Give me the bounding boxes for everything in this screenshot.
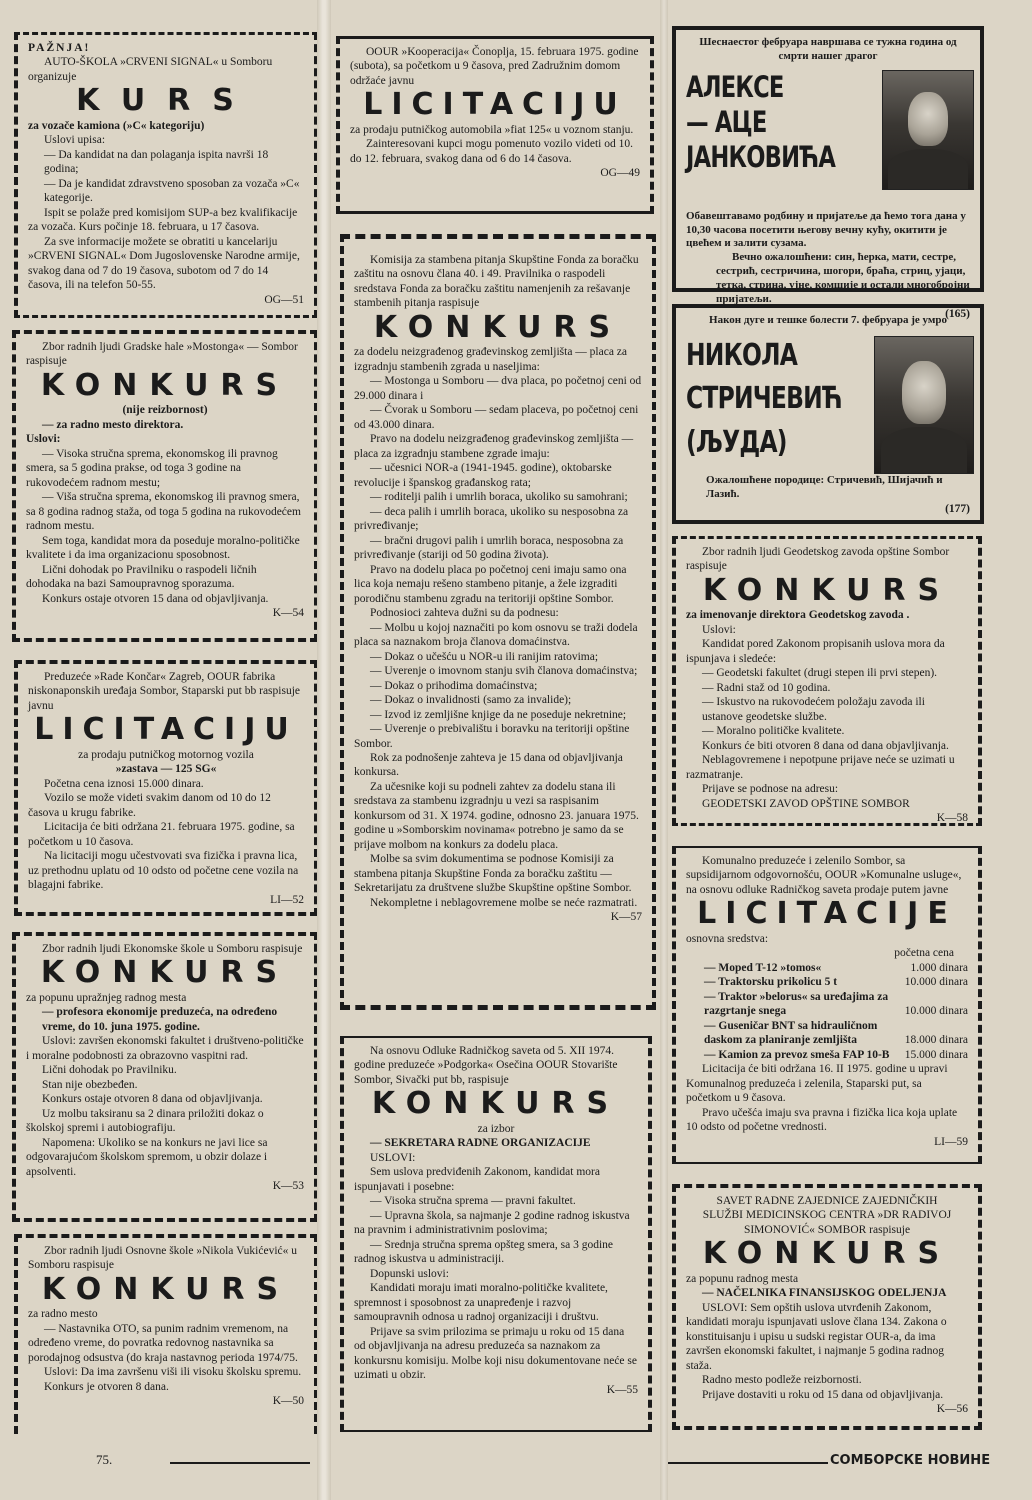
ad-code: (165)	[945, 307, 970, 320]
ad-paragraph: Kandidati moraju imati moralno-političke kvalitete, spremnost i sposobnost za unapređenje i razvoj samoupravnih odnosa u radnoj organizaciji i društvu.	[354, 1282, 608, 1324]
ad-intro: Na osnovu Odluke Radničkog saveta od 5. XII 1974. godine preduzeće »Podgorka« Osečina OOUR Stovarište Sombor, Sivački put bb, raspisuje	[354, 1045, 618, 1086]
ad-headline: LICITACIJE	[697, 896, 957, 932]
ad-ekonomska-skola	[12, 932, 318, 1222]
condition-item: — Da je kandidat zdravstveno sposoban za vozača »C« kategorije.	[44, 177, 300, 205]
portrait-shoulders	[881, 427, 967, 473]
ad-paragraph: Na licitaciji mogu učestvovati sva fizička i pravna lica, uz prethodnu uplatu od 10 odsto od početne cene vozila na blagajni fabrike.	[28, 850, 299, 892]
footer-rule	[668, 1462, 828, 1464]
ad-paragraph: Početna cena iznosi 15.000 dinara.	[44, 777, 204, 790]
ad-paragraph: Stan nije obezbeđen.	[42, 1078, 138, 1091]
condition-item: — Iskustvo na rukovodećem položaju zavoda ili ustanove geodetske službe.	[702, 696, 925, 723]
ad-code: K—55	[606, 1383, 638, 1396]
ad-code: OG—51	[264, 293, 304, 306]
ad-paragraph: Uz molbu taksiranu sa 2 dinara priložiti dokaz o školskoj spremi i autobiografiju.	[26, 1107, 264, 1135]
portrait-shoulders	[888, 149, 967, 189]
ad-headline: KONKURS	[702, 1236, 952, 1272]
condition-item: — Moralno političke kvalitete.	[702, 725, 845, 738]
list-item: — bračni drugovi palih i umrlih boraca, nesposobna za privređivanje (stariji od 50 godina života).	[354, 534, 624, 562]
sale-item-name: — Moped T-12 »tomos«	[704, 961, 822, 974]
ad-subtitle: za dodelu neizgrađenog građevinskog zemljišta — placa za izgradnju stambenih zgrada u naseljima:	[354, 346, 628, 373]
list-item: — Izvod iz zemljišne knjige da ne poseduje nekretnine;	[370, 708, 627, 721]
ad-osnovna-skola	[14, 1234, 318, 1434]
sale-item-price: 10.000 dinara	[904, 1005, 968, 1018]
ad-paragraph: Zainteresovani kupci mogu pomenuto vozilo videti od 10. do 12. februara, svakog dana od 6 do 14 časova.	[350, 138, 634, 165]
ad-paragraph: — Nastavnika OTO, sa punim radnim vremenom, na određeno vreme, do povratka redovnog nastavnika sa porodajnog odsustva (do kraja nastavnog perioda 1974/75.	[28, 1322, 298, 1364]
list-item: — deca palih i umrlih boraca, ukoliko su nesposobna za privređivanje;	[354, 505, 629, 533]
ad-paragraph: USLOVI: Sem opštih uslova utvrđenih Zakonom, kandidati moraju ispunjavati uslove člana 134. Zakona o konstituisanju i upisu u sudski registar OUR-a, da ima završen ekonomski fakultet, i najmanje 5 godina radnog staža.	[686, 1301, 947, 1372]
ad-subtitle: za radno mesto	[28, 1308, 98, 1321]
sale-item-row	[686, 1019, 968, 1048]
ad-paragraph: Uslovi: završen ekonomski fakultet i društveno-političke i moralne podobnosti za obrazovno vaspitni rad.	[26, 1035, 304, 1062]
ad-paragraph: Molbe sa svim dokumentima se podnose Komisiji za stambena pitanja Skupštine Fonda za boračku zaštitu — Sekretarijatu za društvene službe Skupštine opštine Sombor.	[354, 853, 632, 895]
ad-headline: LICITACIJU	[34, 712, 298, 748]
ad-paragraph: Kandidat pored Zakonom propisanih uslova mora da ispunjava i sledeće:	[686, 638, 945, 665]
sale-item-name: — Traktorsku prikolicu 5 t	[704, 976, 838, 989]
ad-address: GEODETSKI ZAVOD OPŠTINE SOMBOR	[702, 797, 910, 810]
ad-paragraph: Prijave sa svim prilozima se primaju u roku od 15 dana od objavljivanja na adresu preduzeća sa naznakom za konkursnu komisiju. Molbe koji nisu dokumentovane neće se uzimati u obzir.	[354, 1325, 637, 1382]
ad-headline: KONKURS	[702, 572, 952, 608]
ad-position: — profesora ekonomije preduzeća, na određeno vreme, do 10. juna 1975. godine.	[42, 1006, 278, 1033]
portrait-photo	[882, 70, 974, 190]
ad-code: K—56	[936, 1403, 968, 1416]
ad-paragraph: Nekompletne i neblagovremene molbe se neće razmatrati.	[370, 896, 638, 909]
conditions-title: USLOVI:	[370, 1151, 416, 1164]
ad-headline: KONKURS	[371, 1086, 621, 1122]
ad-subtitle: za imenovanje direktora Geodetskog zavoda .	[686, 609, 910, 622]
obituary-mourners: Ожалошћене породице: Стричевић, Шијачић и Лазић.	[706, 473, 943, 500]
ad-intro: Zbor radnih ljudi Osnovne škole »Nikola Vukićević« u Somboru raspisuje	[28, 1245, 298, 1272]
deceased-name: НИКОЛА	[686, 337, 798, 373]
list-item: — Mostonga u Somboru — dva placa, po početnoj ceni od 29.000 dinara i	[354, 375, 642, 402]
ad-code: LI—52	[270, 893, 304, 906]
ad-intro: Komunalno preduzeće i zelenilo Sombor, sa supsidijarnom odgovornošću, OOUR »Komunalne usluge«, na osnovu odluke Radničkog saveta prodaje putem javne	[686, 855, 962, 896]
ad-code: K—50	[272, 1395, 304, 1408]
ad-intro: Preduzeće »Rade Končar« Zagreb, OOUR fabrika niskonaponskih uređaja Sombor, Staparski put bb raspisuje javnu	[28, 671, 300, 712]
ad-code: K—54	[272, 607, 304, 620]
ad-paragraph: Prijave dostaviti u roku od 15 dana od objavljivanja.	[702, 1388, 944, 1401]
page-number: 75.	[96, 1452, 113, 1467]
obituary-text: Обавештавамо родбину и пријатеље да ћемо тога дана у 10,30 часова посетити његову вечну кућу, окитити је цвећем и залити сузама.	[686, 209, 966, 250]
portrait-face	[908, 92, 948, 146]
ad-fond-boracka-zastita	[340, 234, 656, 1010]
ad-headline: LICITACIJU	[363, 87, 627, 123]
condition-item: — Da kandidat na dan polaganja ispita navrši 18 godina;	[44, 148, 269, 176]
sale-item-price: 1.000 dinara	[910, 961, 968, 974]
ad-komunalno-licitacija	[672, 846, 982, 1164]
portrait-face	[902, 361, 945, 424]
ad-paragraph: Ispit se polaže pred komisijom SUP-a bez kvalifikacije za vozača. Kurs počinje 18. februara, u 17 časova.	[28, 206, 298, 234]
obituary-nikola-stricevic	[672, 304, 984, 524]
sale-item-row	[686, 975, 968, 989]
ad-medicinski-centar	[672, 1184, 982, 1430]
paper-fold	[660, 0, 668, 1500]
portrait-photo	[874, 336, 974, 474]
sale-item-name: — Kamion za prevoz smeša FAP 10-B	[704, 1048, 890, 1061]
ad-subtitle: osnovna sredstva:	[686, 932, 769, 945]
sale-items-list	[686, 961, 968, 1062]
conditions-title: Uslovi:	[26, 433, 61, 446]
ad-paragraph: Vozilo se može videti svakim danom od 10 do 12 časova u krugu fabrike.	[28, 792, 271, 819]
ad-paragraph: Licitacija će biti održana 16. II 1975. godine u upravi Komunalnog preduzeća i zelenila, Staparski put, sa početkom u 9 časova.	[686, 1063, 948, 1105]
conditions-title: Uslovi upisa:	[44, 134, 106, 147]
deceased-surname: СТРИЧЕВИЋ	[686, 381, 842, 417]
ad-paragraph: Rok za podnošenje zahteva je 15 dana od objavljivanja konkursa.	[354, 752, 623, 779]
ad-podgorka-konkurs	[340, 1036, 652, 1432]
ad-subtitle: za vozače kamiona (»C« kategoriju)	[28, 119, 205, 132]
deceased-nickname: (ЉУДА)	[686, 424, 787, 460]
ad-subtitle: (nije reizbornost)	[122, 404, 208, 417]
ad-code: OG—49	[600, 167, 640, 180]
ad-paragraph: Konkurs ostaje otvoren 15 dana od objavljivanja.	[42, 592, 269, 605]
ad-headline: KURS	[76, 83, 256, 119]
list-item: — Uverenje o prebivalištu i boravku na teritoriji opštine Sombor.	[354, 723, 630, 750]
ad-code: LI—59	[934, 1135, 968, 1148]
ad-paragraph: Napomena: Ukoliko se na konkurs ne javi lice sa odgovarajućom školskom spremom, u obzir dolaze i apsolventi.	[26, 1136, 268, 1178]
ad-geodetski-zavod	[672, 536, 982, 826]
ad-paragraph: Pravo na dodelu neizgrađenog građevinskog zemljišta — placa za izgradnju stambene zgrade imaju:	[354, 433, 634, 460]
obituary-intro: Након дуге и тешке болести 7. фебруара је умро	[709, 314, 947, 326]
ad-paragraph: Sem uslova predviđenih Zakonom, kandidat mora ispunjavati i posebne:	[354, 1166, 600, 1193]
ad-code: K—57	[610, 911, 642, 924]
ad-intro: OOUR »Kooperacija« Čonoplja, 15. februara 1975. godine (subota), sa početkom u 9 časova, pred Zadružnim domom održaće javnu	[350, 46, 639, 87]
ad-paragraph: Konkurs će biti otvoren 8 dana od dana objavljivanja.	[702, 739, 949, 752]
ad-intro: Zbor radnih ljudi Gradske hale »Mostonga« — Sombor raspisuje	[26, 341, 298, 368]
condition-item: — Radni staž od 10 godina.	[702, 681, 831, 694]
ad-code: K—53	[272, 1180, 304, 1193]
ad-intro: AUTO-ŠKOLA »CRVENI SIGNAL« u Somboru organizuje	[28, 56, 273, 83]
conditions-title: Dopunski uslovi:	[370, 1267, 449, 1280]
sale-item-price: 10.000 dinara	[904, 976, 968, 989]
sale-item-price: 18.000 dinara	[904, 1034, 968, 1047]
ad-paragraph: Licitacija će biti održana 21. februara 1975. godine, sa početkom u 10 časova.	[28, 821, 295, 848]
ad-paragraph: Podnosioci zahteva dužni su da podnesu:	[370, 607, 559, 620]
sale-item-price: 15.000 dinara	[904, 1048, 968, 1061]
vehicle-name: »zastava — 125 SG«	[115, 763, 217, 776]
ad-intro: Zbor radnih ljudi Ekonomske škole u Somboru raspisuje	[42, 943, 303, 955]
ad-position: — NAČELNIKA FINANSIJSKOG ODELJENJA	[702, 1287, 947, 1300]
list-item: — Molbu u kojoj naznačiti po kom osnovu se traži dodela placa sa naznakom broja članova domaćinstva.	[354, 621, 638, 649]
condition-item: — Visoka stručna sprema, ekonomskog ili pravnog smera, sa 5 godina prakse, od toga 3 godine na rukovodećem radnom mestu;	[26, 447, 278, 489]
ad-kooperacija-licitacija	[336, 36, 654, 214]
ad-paragraph: Pravo učešća imaju sva pravna i fizička lica koja uplate 10 odsto od početne vrednosti.	[686, 1106, 958, 1134]
deceased-surname: ЈАНКОВИЋА	[686, 140, 836, 175]
attention-label: PAŽNJA!	[28, 42, 91, 54]
sale-item-name: — Guseničar BNT sa hidrauličnom daskom za planiranje zemljišta	[704, 1019, 878, 1047]
ad-mostonga-konkurs	[12, 330, 318, 642]
ad-subtitle: za popunu upražnjeg radnog mesta	[26, 991, 187, 1004]
ad-headline: KONKURS	[40, 367, 290, 403]
sale-item-row	[686, 961, 968, 975]
obituary-mourners: Вечно ожалошћени: син, ћерка, мати, сестре, сестрић, сестричина, шогори, браћа, стриц, ујаци, тетка, стрина, ујне, комшије и остали многобројни пријатељи.	[716, 251, 970, 305]
ad-intro: Komisija za stambena pitanja Skupštine Fonda za boračku zaštitu na osnovu člana 40. i 49. Pravilnika o raspodeli sredstava Fonda za boračku zaštitu namenjenih za rešavanje stambenih pitanja raspisuje	[354, 254, 639, 310]
sale-item-name: — Traktor »belorus« sa uređajima za razgrtanje snega	[704, 990, 889, 1018]
obituary-header	[686, 334, 970, 474]
ad-paragraph: Lični dohodak po Pravilniku o raspodeli ličnih dohodaka na bazi Samoupravnog sporazuma.	[26, 563, 257, 591]
condition-item: — Visoka stručna sprema — pravni fakultet.	[370, 1195, 576, 1208]
ad-paragraph: Sem toga, kandidat mora da poseduje moralno-političke kvalitete i da ima organizacionu sposobnost.	[26, 534, 300, 562]
paper-fold	[317, 0, 331, 1500]
sale-item-row	[686, 1048, 968, 1062]
ad-koncar-licitacija	[14, 660, 318, 916]
obituary-intro: Шеснаестог фебруара навршава се тужна година од смрти нашег драгог	[699, 36, 957, 62]
ad-code: (177)	[945, 502, 970, 515]
ad-paragraph: Lični dohodak po Pravilniku.	[42, 1064, 177, 1077]
ad-paragraph: Uslovi: Da ima završenu viši ili visoku školsku spremu.	[44, 1366, 302, 1379]
ad-paragraph: Neblagovremene i nepotpune prijave neće se uzimati u razmatranje.	[686, 754, 955, 781]
ad-headline: KONKURS	[41, 1271, 291, 1307]
ad-subtitle: za izbor	[477, 1122, 515, 1135]
ad-headline: KONKURS	[373, 309, 623, 345]
ad-paragraph: Za sve informacije možete se obratiti u kancelariju »CRVENI SIGNAL« Dom Jugoslovenske Narodne armije, svakog dana od 7 do 19 časova, subotom od 7 do 14 časova, ili na telefon 50-55.	[28, 235, 300, 292]
ad-subtitle: za prodaju putničkog automobila »fiat 125« u voznom stanju.	[350, 123, 634, 136]
ad-paragraph: Za učesnike koji su podneli zahtev za dodelu stana ili sredstava za stambenu izgradnju u vezi sa raspisanim konkursom od 31. X 1974. godine, odnosno 23. januara 1975. godine u »Somborskim novinama« potrebno je samo da se prijave molbom na konkurs za dodelu placa.	[354, 780, 639, 851]
list-item: — Uverenje o imovnom stanju svih članova domaćinstva;	[370, 665, 638, 678]
condition-item: — Geodetski fakultet (drugi stepen ili prvi stepen).	[702, 667, 938, 680]
sale-item-row	[686, 990, 968, 1019]
ad-position: — SEKRETARA RADNE ORGANIZACIJE	[370, 1137, 591, 1150]
ad-subtitle: za popunu radnog mesta	[686, 1272, 799, 1285]
ad-paragraph: Konkurs ostaje otvoren 8 dana od objavljivanja.	[42, 1093, 263, 1106]
ad-driving-course	[14, 32, 318, 318]
list-item: — roditelji palih i umrlih boraca, ukoliko su samohrani;	[370, 491, 628, 504]
ad-paragraph: Radno mesto podleže reizbornosti.	[702, 1374, 862, 1387]
price-header: početna cena	[894, 947, 954, 960]
ad-position: — za radno mesto direktora.	[42, 418, 184, 431]
footer-rule	[170, 1462, 310, 1464]
ad-headline: KONKURS	[40, 955, 290, 991]
ad-code: K—58	[936, 812, 968, 825]
list-item: — Dokaz o invalidnosti (samo za invalide);	[370, 694, 572, 707]
ad-subtitle: za prodaju putničkog motornog vozila	[78, 748, 254, 761]
obituary-header	[686, 70, 970, 210]
conditions-title: Uslovi:	[702, 623, 736, 636]
ad-paragraph: Pravo na dodelu placa po početnoj ceni imaju samo ona lica koja nemaju rešeno stambeno pitanje, a žele izgraditi porodičnu stambenu zgradu na teritoriji opštine Sombor.	[354, 563, 627, 605]
deceased-nickname: — АЦЕ	[686, 105, 767, 140]
ad-intro: Zbor radnih ljudi Geodetskog zavoda opštine Sombor raspisuje	[686, 546, 950, 573]
deceased-name: АЛЕКСЕ	[686, 69, 784, 104]
condition-item: — Viša stručna sprema, ekonomskog ili pravnog smera, sa 8 godina radnog staža, od toga 5 godina na rukovodećem radnom mestu.	[26, 491, 301, 533]
ad-paragraph: Prijave se podnose na adresu:	[702, 783, 839, 796]
condition-item: — Upravna škola, sa najmanje 2 godine radnog iskustva na pravnim i administrativnim poslovima;	[354, 1209, 630, 1237]
condition-item: — Srednja stručna sprema opšteg smera, sa 3 godine radnog iskustva u administraciji.	[354, 1238, 614, 1266]
newspaper-name: СОМБОРСКЕ НОВИНЕ	[830, 1453, 991, 1468]
ad-paragraph: Konkurs je otvoren 8 dana.	[44, 1380, 169, 1393]
list-item: — Dokaz o prihodima domaćinstva;	[370, 679, 538, 692]
ad-intro: SAVET RADNE ZAJEDNICE ZAJEDNIČKIH SLUŽBI MEDICINSKOG CENTRA »DR RADIVOJ SIMONOVIĆ« SOMBOR raspisuje	[702, 1195, 952, 1236]
list-item: — Čvorak u Somboru — sedam placeva, po početnoj ceni od 43.000 dinara.	[354, 404, 639, 431]
list-item: — učesnici NOR-a (1941-1945. godine), oktobarske revolucije i španskog građanskog rata;	[354, 462, 612, 489]
list-item: — Dokaz o učešću u NOR-u ili ranijim ratovima;	[370, 650, 599, 663]
